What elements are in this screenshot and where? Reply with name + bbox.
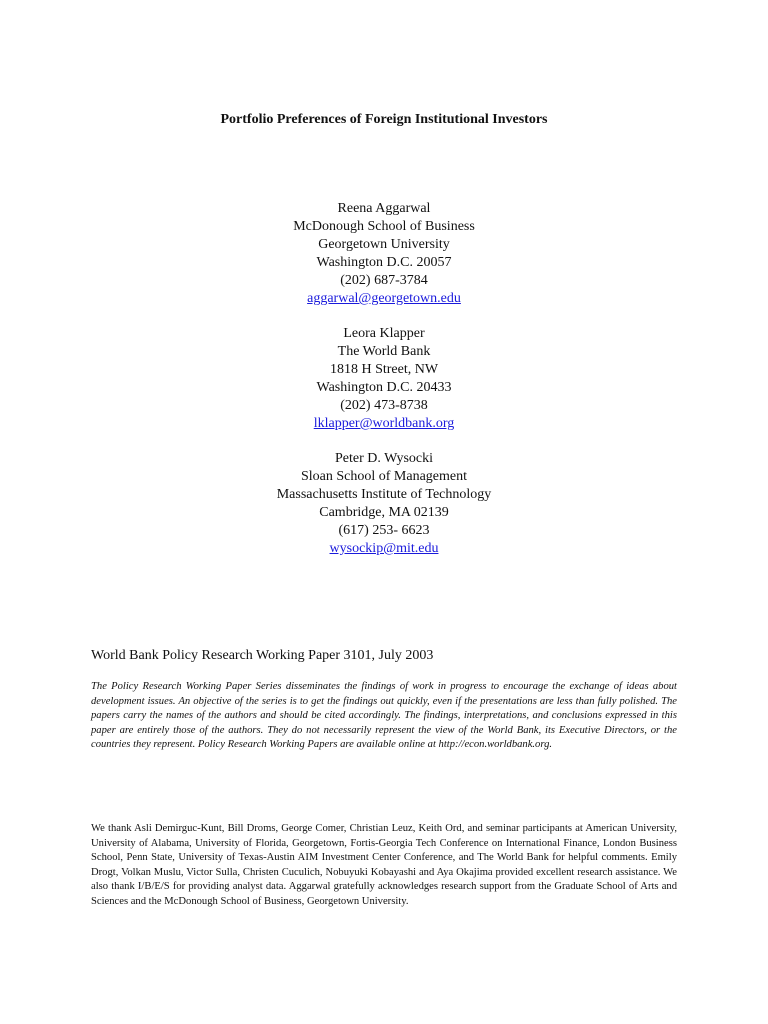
author-affiliation: McDonough School of Business: [293, 219, 475, 234]
author-name: Reena Aggarwal: [337, 201, 431, 216]
author-block-wysocki: [0, 450, 768, 558]
author-address: Washington D.C. 20057: [316, 255, 452, 270]
author-institution: Massachusetts Institute of Technology: [276, 487, 492, 502]
acknowledgements-paragraph: We thank Asli Demirguc-Kunt, Bill Droms, George Comer, Christian Leuz, Keith Ord, and seminar participants at American University, University of Alabama, University of Florida, Georgetown, Fortis-Georgia Tech Conference on International Finance, London Business School, Penn State, University of Texas-Austin AIM Investment Center Conference, and The World Bank for helpful comments. Emily Drogt, Volkan Muslu, Victor Sulla, Christen Cuculich, Nobuyuki Kobayashi and Aya Okajima provided excellent research assistance. We also thank I/B/E/S for providing analyst data. Aggarwal gratefully acknowledges research support from the Graduate School of Arts and Sciences and the McDonough School of Business, Georgetown University.: [91, 823, 677, 907]
author-email-link[interactable]: aggarwal@georgetown.edu: [307, 291, 461, 306]
author-street: 1818 H Street, NW: [329, 362, 439, 377]
paper-title: Portfolio Preferences of Foreign Institutional Investors: [220, 112, 548, 127]
working-paper-series-line: World Bank Policy Research Working Paper 3101, July 2003: [91, 648, 434, 663]
author-email-link[interactable]: wysockip@mit.edu: [329, 541, 439, 556]
author-block-klapper: [0, 325, 768, 433]
author-address: Washington D.C. 20433: [316, 380, 452, 395]
author-name: Leora Klapper: [343, 326, 425, 341]
author-phone: (202) 687-3784: [340, 273, 428, 288]
author-affiliation: The World Bank: [337, 344, 431, 359]
author-phone: (617) 253- 6623: [338, 523, 430, 538]
author-address: Cambridge, MA 02139: [319, 505, 449, 520]
author-block-aggarwal: [0, 200, 768, 308]
author-name: Peter D. Wysocki: [334, 451, 434, 466]
series-disclaimer-paragraph: The Policy Research Working Paper Series disseminates the findings of work in progress to encourage the exchange of ideas about development issues. An objective of the series is to get the findings out quickly, even if the presentations are less than fully polished. The papers carry the names of the authors and should be cited accordingly. The findings, interpretations, and conclusions expressed in this paper are entirely those of the authors. They do not necessarily represent the view of the World Bank, its Executive Directors, or the countries they represent. Policy Research Working Papers are available online at http://econ.worldbank.org.: [91, 681, 677, 751]
author-institution: Georgetown University: [318, 237, 450, 252]
author-phone: (202) 473-8738: [340, 398, 428, 413]
author-email-link[interactable]: lklapper@worldbank.org: [313, 416, 455, 431]
author-affiliation: Sloan School of Management: [300, 469, 468, 484]
